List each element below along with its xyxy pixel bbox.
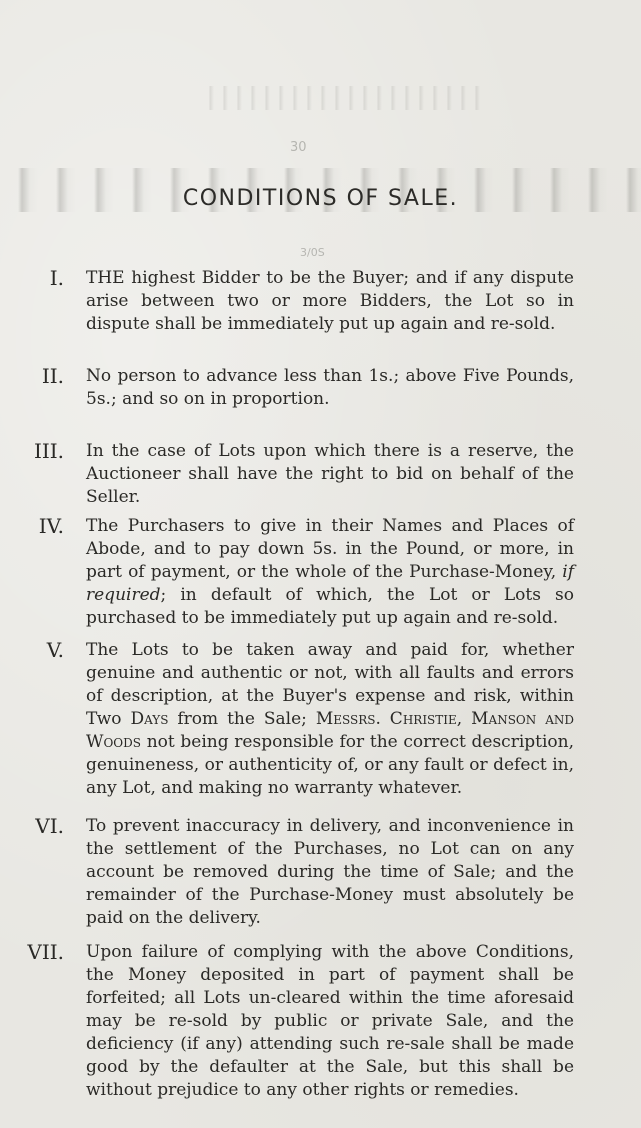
condition-number: II. bbox=[41, 364, 64, 388]
faint-mark: 3/0S bbox=[300, 246, 325, 259]
condition-text: To prevent inaccuracy in delivery, and inconvenience in the settlement of the Purchases, no Lot can on any account be removed during the time of Sale; and the remainder of the Purchase-Money must absolutely be paid on the delivery. bbox=[86, 816, 574, 928]
condition-text: In the case of Lots upon which there is a reserve, the Auctioneer shall have the right to bid on behalf of the Seller. bbox=[86, 441, 574, 507]
condition-number: V. bbox=[46, 638, 64, 662]
condition-text-part: from the Sale; bbox=[168, 709, 316, 729]
condition-text-auctioneers: Messrs. Christie, Manson and Woods bbox=[86, 709, 574, 752]
condition-number: VI. bbox=[35, 814, 64, 838]
condition-number: VII. bbox=[27, 940, 64, 964]
condition-text-part: The Lots to be taken away and paid for, whether genuine and authentic or not, with all faults and errors of description, at the Buyer's expense and risk, within Two bbox=[86, 640, 574, 729]
condition-number: I. bbox=[49, 266, 64, 290]
faint-mark: 30 bbox=[290, 140, 307, 155]
condition-text bbox=[86, 515, 574, 630]
condition-text: THE highest Bidder to be the Buyer; and if any dispute arise between two or more Bidders, the Lot so in dispute shall be immediately put up again and re-sold. bbox=[86, 268, 574, 334]
condition-number: IV. bbox=[38, 514, 64, 538]
condition-text-part: The Purchasers to give in their Names and Places of Abode, and to pay down 5s. in the Pound, or more, in part of payment, or the whole of the Purchase-Money, bbox=[86, 516, 574, 582]
condition-text-days: Days bbox=[130, 709, 169, 729]
condition-number: III. bbox=[33, 439, 64, 463]
condition-text: Upon failure of complying with the above Conditions, the Money deposited in part of payment shall be forfeited; all Lots un-cleared within the time aforesaid may be re-sold by public or private Sale, and the deficiency (if any) attending such re-sale shall be made good by the defaulter at the Sale, but this shall be without prejudice to any other rights or remedies. bbox=[86, 942, 574, 1100]
page-title: CONDITIONS OF SALE. bbox=[182, 186, 459, 211]
condition-text bbox=[86, 639, 574, 800]
condition-text: No person to advance less than 1s.; above Five Pounds, 5s.; and so on in proportion. bbox=[86, 366, 574, 409]
condition-text-part: ; in default of which, the Lot or Lots so purchased to be immediately put up again and re-sold. bbox=[86, 585, 574, 628]
show-through-band bbox=[200, 86, 480, 110]
condition-text-part: not being responsible for the correct description, genuineness, or authenticity of, or any fault or defect in, any Lot, and making no warranty whatever. bbox=[86, 732, 574, 798]
condition-text-italic: if required bbox=[86, 562, 574, 605]
